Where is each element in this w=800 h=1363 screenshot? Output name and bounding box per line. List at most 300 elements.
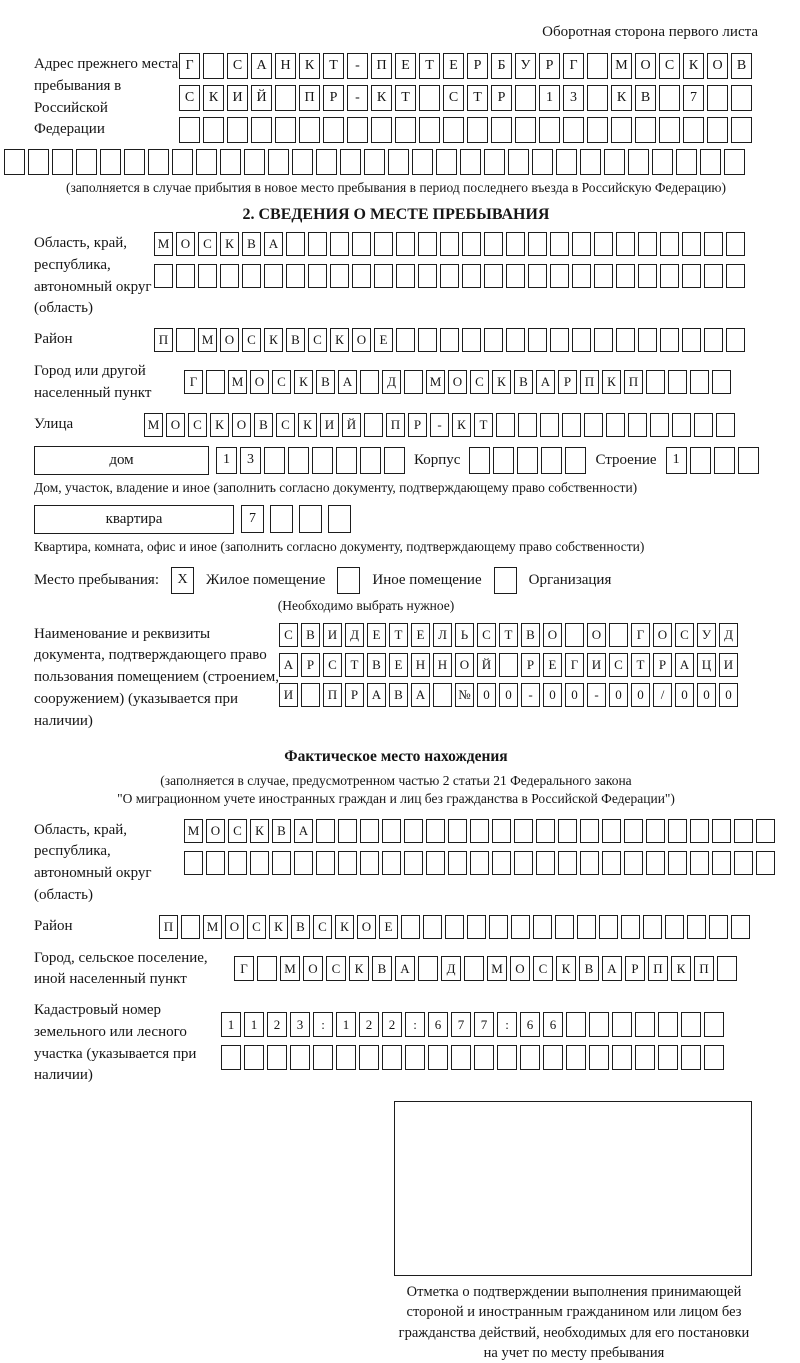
char-cell (360, 851, 379, 875)
char-cell (428, 1045, 448, 1070)
char-cell: О (303, 956, 323, 981)
char-cell: Н (275, 53, 296, 79)
char-cell (646, 819, 665, 843)
char-cell (4, 149, 25, 175)
char-cell: И (320, 413, 339, 437)
char-cell (272, 851, 291, 875)
char-cell (514, 851, 533, 875)
char-cell (682, 328, 701, 352)
char-cell (28, 149, 49, 175)
char-cell (532, 149, 553, 175)
char-cell: О (707, 53, 728, 79)
char-cell (704, 328, 723, 352)
char-cell: Т (389, 623, 408, 647)
char-cell (336, 1045, 356, 1070)
char-cell: В (635, 85, 656, 111)
char-cell: С (279, 623, 298, 647)
char-cell: Т (474, 413, 493, 437)
char-cell: Т (395, 85, 416, 111)
char-cell: Й (477, 653, 496, 677)
char-cell (643, 915, 662, 939)
char-cell: Й (342, 413, 361, 437)
char-cell (371, 117, 392, 143)
char-cell (396, 232, 415, 256)
char-cell: С (609, 653, 628, 677)
char-cell (497, 1045, 517, 1070)
char-cell (250, 851, 269, 875)
prev-address-section (34, 53, 758, 143)
char-cell: К (330, 328, 349, 352)
char-cell (589, 1012, 609, 1037)
char-cell (638, 328, 657, 352)
stay-type-label: Место пребывания: (34, 571, 159, 588)
char-cell (489, 915, 508, 939)
char-cell: В (389, 683, 408, 707)
char-cell (550, 232, 569, 256)
char-cell: - (347, 53, 368, 79)
char-cell: О (220, 328, 239, 352)
char-cell: П (371, 53, 392, 79)
stroenie-grid (666, 447, 759, 474)
char-cell: 7 (241, 505, 264, 533)
actual-location-title: Фактическое место нахождения (284, 748, 508, 766)
actual-region-row-2 (184, 851, 775, 875)
char-cell (426, 819, 445, 843)
char-cell (198, 264, 217, 288)
char-cell (244, 1045, 264, 1070)
char-cell (203, 53, 224, 79)
char-cell (563, 117, 584, 143)
char-cell: В (316, 370, 335, 394)
region-grid (154, 232, 745, 288)
stay-type-note: (Необходимо выбрать нужное) (277, 597, 455, 613)
char-cell (660, 328, 679, 352)
char-cell (707, 117, 728, 143)
char-cell (738, 447, 759, 474)
char-cell: У (697, 623, 716, 647)
char-cell (594, 328, 613, 352)
char-cell (426, 851, 445, 875)
char-cell (565, 447, 586, 474)
char-cell: К (203, 85, 224, 111)
char-cell (396, 264, 415, 288)
char-cell: М (487, 956, 507, 981)
char-cell: Р (653, 653, 672, 677)
char-cell (616, 232, 635, 256)
char-cell: А (294, 819, 313, 843)
char-cell: 7 (474, 1012, 494, 1037)
char-cell: Т (345, 653, 364, 677)
char-cell (460, 149, 481, 175)
checkbox-organization (494, 567, 517, 594)
char-cell (382, 1045, 402, 1070)
char-cell (313, 1045, 333, 1070)
char-cell: В (286, 328, 305, 352)
char-cell: 1 (216, 447, 237, 474)
char-cell: Д (382, 370, 401, 394)
char-cell: Б (491, 53, 512, 79)
city-label: Город или другой населенный пункт (34, 363, 152, 401)
char-cell: У (515, 53, 536, 79)
char-cell: Н (433, 653, 452, 677)
korpus-label: Корпус (414, 451, 461, 468)
char-cell: О (166, 413, 185, 437)
document-row (34, 623, 758, 733)
actual-location-note-2: "О миграционном учете иностранных граждан и лиц без гражданства в Российской Федерации") (117, 791, 675, 807)
char-cell: С (276, 413, 295, 437)
actual-district-label: Район (34, 917, 73, 934)
char-cell (270, 505, 293, 533)
char-cell (484, 264, 503, 288)
char-cell (467, 117, 488, 143)
char-cell: К (250, 819, 269, 843)
char-cell: О (357, 915, 376, 939)
char-cell (587, 85, 608, 111)
char-cell (206, 851, 225, 875)
city-row (34, 360, 758, 405)
char-cell (650, 413, 669, 437)
char-cell: 0 (565, 683, 584, 707)
char-cell: 6 (428, 1012, 448, 1037)
char-cell (352, 264, 371, 288)
char-cell (594, 264, 613, 288)
stay-type-option-organization: Организация (528, 571, 612, 588)
char-cell (467, 915, 486, 939)
char-cell (382, 819, 401, 843)
char-cell (572, 264, 591, 288)
char-cell: Г (179, 53, 200, 79)
actual-district-row (34, 915, 758, 939)
char-cell (228, 851, 247, 875)
char-cell: № (455, 683, 474, 707)
char-cell (756, 819, 775, 843)
region-label: Область, край, республика, автономный округ (область) (34, 235, 152, 317)
actual-region-grid (184, 819, 775, 875)
char-cell (558, 851, 577, 875)
char-cell (404, 819, 423, 843)
char-cell (404, 851, 423, 875)
char-cell (154, 264, 173, 288)
char-cell (635, 1012, 655, 1037)
char-cell: С (477, 623, 496, 647)
char-cell (604, 149, 625, 175)
checkbox-residential: X (171, 567, 194, 594)
char-cell (462, 232, 481, 256)
char-cell (360, 370, 379, 394)
char-cell: М (154, 232, 173, 256)
char-cell: М (184, 819, 203, 843)
char-cell (404, 370, 423, 394)
char-cell (443, 117, 464, 143)
actual-city-label: Город, сельское поселение, иной населенный пункт (34, 949, 208, 988)
actual-region-row (34, 819, 758, 907)
cadastral-label: Кадастровый номер земельного или лесного участка (указывается при наличии) (34, 1002, 197, 1084)
char-cell (288, 447, 309, 474)
char-cell (518, 413, 537, 437)
section2-title: 2. СВЕДЕНИЯ О МЕСТЕ ПРЕБЫВАНИЯ (242, 206, 550, 223)
region-row (34, 232, 758, 320)
char-cell: Л (433, 623, 452, 647)
char-cell (726, 264, 745, 288)
char-cell: К (492, 370, 511, 394)
char-cell (515, 117, 536, 143)
char-cell: Г (631, 623, 650, 647)
char-cell: 2 (267, 1012, 287, 1037)
char-cell (484, 328, 503, 352)
char-cell: Г (234, 956, 254, 981)
char-cell: М (426, 370, 445, 394)
char-cell (275, 117, 296, 143)
char-cell: С (228, 819, 247, 843)
char-cell (251, 117, 272, 143)
char-cell: 0 (609, 683, 628, 707)
char-cell: К (264, 328, 283, 352)
char-cell: Н (411, 653, 430, 677)
char-cell: Е (543, 653, 562, 677)
char-cell: С (533, 956, 553, 981)
char-cell (221, 1045, 241, 1070)
char-cell (462, 328, 481, 352)
char-cell (690, 447, 711, 474)
char-cell (418, 232, 437, 256)
char-cell (635, 117, 656, 143)
char-cell (360, 447, 381, 474)
char-cell: П (159, 915, 178, 939)
char-cell: Р (539, 53, 560, 79)
char-cell (267, 1045, 287, 1070)
char-cell (612, 1012, 632, 1037)
char-cell: А (367, 683, 386, 707)
char-cell: Р (408, 413, 427, 437)
char-cell (227, 117, 248, 143)
char-cell (665, 915, 684, 939)
char-cell: К (298, 413, 317, 437)
char-cell: Г (565, 653, 584, 677)
char-cell (587, 53, 608, 79)
char-cell: В (254, 413, 273, 437)
char-cell: И (323, 623, 342, 647)
char-cell (712, 851, 731, 875)
char-cell: Е (389, 653, 408, 677)
char-cell: 1 (539, 85, 560, 111)
char-cell: М (144, 413, 163, 437)
char-cell (616, 264, 635, 288)
actual-region-label: Область, край, республика, автономный округ (область) (34, 821, 152, 903)
street-label: Улица (34, 415, 74, 432)
char-cell (338, 851, 357, 875)
char-cell (668, 851, 687, 875)
char-cell: : (497, 1012, 517, 1037)
char-cell: 2 (382, 1012, 402, 1037)
char-cell: С (179, 85, 200, 111)
char-cell (492, 819, 511, 843)
char-cell: В (272, 819, 291, 843)
char-cell (638, 232, 657, 256)
char-cell: М (198, 328, 217, 352)
char-cell: А (536, 370, 555, 394)
char-cell (323, 117, 344, 143)
char-cell (316, 149, 337, 175)
char-cell: И (719, 653, 738, 677)
char-cell: 1 (336, 1012, 356, 1037)
char-cell: С (242, 328, 261, 352)
char-cell (451, 1045, 471, 1070)
char-cell (148, 149, 169, 175)
char-cell (493, 447, 514, 474)
char-cell (301, 683, 320, 707)
char-cell: Р (323, 85, 344, 111)
char-cell (382, 851, 401, 875)
char-cell: О (206, 819, 225, 843)
char-cell: Т (499, 623, 518, 647)
char-cell (359, 1045, 379, 1070)
cadastral-row-1 (221, 1012, 724, 1037)
char-cell (704, 264, 723, 288)
char-cell (624, 851, 643, 875)
char-cell (52, 149, 73, 175)
char-cell (299, 117, 320, 143)
char-cell: 3 (240, 447, 261, 474)
char-cell: О (455, 653, 474, 677)
char-cell: А (264, 232, 283, 256)
char-cell (440, 232, 459, 256)
char-cell: 3 (563, 85, 584, 111)
document-row-3 (279, 683, 738, 707)
district-grid (154, 328, 745, 352)
char-cell (330, 264, 349, 288)
char-cell (401, 915, 420, 939)
char-cell: 7 (683, 85, 704, 111)
street-grid (144, 413, 735, 437)
char-cell (606, 413, 625, 437)
char-cell (682, 232, 701, 256)
char-cell (543, 1045, 563, 1070)
char-cell (395, 117, 416, 143)
char-cell (440, 264, 459, 288)
char-cell (646, 851, 665, 875)
char-cell (352, 232, 371, 256)
char-cell: Е (411, 623, 430, 647)
char-cell (179, 117, 200, 143)
char-cell: О (587, 623, 606, 647)
char-cell: А (279, 653, 298, 677)
char-cell (550, 264, 569, 288)
char-cell: 1 (244, 1012, 264, 1037)
char-cell: О (653, 623, 672, 647)
char-cell: К (683, 53, 704, 79)
char-cell: Р (301, 653, 320, 677)
char-cell: Е (443, 53, 464, 79)
char-cell (555, 915, 574, 939)
char-cell: О (510, 956, 530, 981)
korpus-grid (469, 447, 586, 474)
char-cell (528, 232, 547, 256)
char-cell (687, 915, 706, 939)
char-cell (681, 1012, 701, 1037)
char-cell (418, 328, 437, 352)
char-cell (176, 328, 195, 352)
char-cell: 6 (520, 1012, 540, 1037)
char-cell (286, 264, 305, 288)
char-cell (609, 623, 628, 647)
char-cell (584, 413, 603, 437)
char-cell: О (225, 915, 244, 939)
char-cell: В (579, 956, 599, 981)
actual-district-grid (159, 915, 750, 939)
char-cell: Т (631, 653, 650, 677)
char-cell (658, 1045, 678, 1070)
char-cell (668, 370, 687, 394)
char-cell (690, 370, 709, 394)
prev-address-caption: (заполняется в случае прибытия в новое место пребывания в период последнего въезда в Российскую Федерацию) (65, 180, 727, 195)
char-cell (558, 819, 577, 843)
char-cell (181, 915, 200, 939)
char-cell: К (335, 915, 354, 939)
char-cell (364, 149, 385, 175)
char-cell (286, 232, 305, 256)
char-cell (594, 232, 613, 256)
char-cell (364, 413, 383, 437)
actual-city-grid (234, 956, 737, 981)
char-cell: А (251, 53, 272, 79)
cadastral-row (34, 999, 758, 1087)
char-cell: И (587, 653, 606, 677)
char-cell: С (326, 956, 346, 981)
char-cell: К (269, 915, 288, 939)
char-cell (659, 117, 680, 143)
char-cell (496, 413, 515, 437)
char-cell: Т (323, 53, 344, 79)
char-cell (448, 851, 467, 875)
char-cell (470, 819, 489, 843)
prev-address-label: Адрес прежнего места пребывания в Российской Федерации (34, 56, 179, 138)
char-cell (506, 232, 525, 256)
char-cell (580, 149, 601, 175)
char-cell: Т (467, 85, 488, 111)
char-cell: Е (374, 328, 393, 352)
char-cell: Г (563, 53, 584, 79)
char-cell: / (653, 683, 672, 707)
char-cell: 3 (290, 1012, 310, 1037)
char-cell: 1 (221, 1012, 241, 1037)
char-cell (726, 328, 745, 352)
char-cell: Д (441, 956, 461, 981)
char-cell (599, 915, 618, 939)
char-cell (683, 117, 704, 143)
document-row-2 (279, 653, 738, 677)
apartment-row (34, 505, 758, 534)
stay-type-row (34, 567, 758, 594)
char-cell: В (291, 915, 310, 939)
prev-address-row-2 (179, 85, 752, 111)
char-cell (562, 413, 581, 437)
char-cell: Ь (455, 623, 474, 647)
char-cell: А (411, 683, 430, 707)
char-cell (203, 117, 224, 143)
char-cell: М (280, 956, 300, 981)
char-cell (328, 505, 351, 533)
char-cell (731, 915, 750, 939)
char-cell (172, 149, 193, 175)
char-cell: Ц (697, 653, 716, 677)
char-cell: В (372, 956, 392, 981)
char-cell (448, 819, 467, 843)
region-row-1 (154, 232, 745, 256)
char-cell: О (448, 370, 467, 394)
char-cell (580, 819, 599, 843)
city-grid (184, 370, 731, 394)
char-cell (638, 264, 657, 288)
